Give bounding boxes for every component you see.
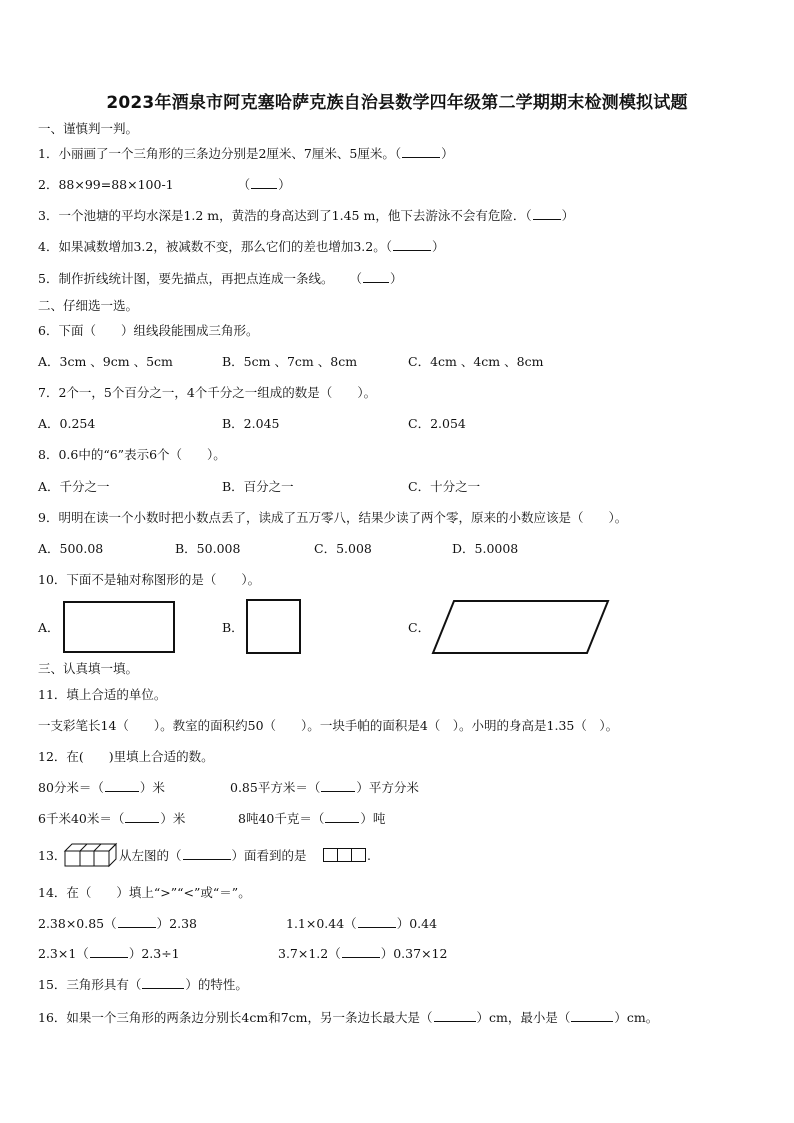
item-text: ）0.44 bbox=[396, 916, 438, 931]
item-text: 2.3×1（ bbox=[38, 946, 89, 961]
option-a[interactable]: A．0.254 bbox=[38, 416, 96, 431]
option-d[interactable]: D．5.0008 bbox=[452, 541, 519, 556]
question-14-c bbox=[38, 946, 180, 962]
question-14-a bbox=[38, 916, 197, 932]
question-4 bbox=[38, 239, 444, 255]
question-1 bbox=[38, 146, 454, 162]
answer-blank[interactable] bbox=[321, 780, 355, 792]
answer-blank[interactable] bbox=[363, 271, 389, 283]
paren-close: ） bbox=[278, 177, 291, 192]
item-text: ）cm。 bbox=[614, 1010, 659, 1025]
answer-blank[interactable] bbox=[358, 916, 396, 928]
question-12-b bbox=[230, 780, 419, 796]
question-6: 6．下面（ ）组线段能围成三角形。 bbox=[38, 323, 259, 338]
item-text: ）米 bbox=[160, 811, 186, 826]
paren-open: （ bbox=[237, 177, 251, 192]
question-9: 9．明明在读一个小数时把小数点丢了，读成了五万零八，结果少读了两个零，原来的小数应该是（ ）。 bbox=[38, 510, 628, 525]
three-squares-figure bbox=[323, 848, 367, 863]
question-15 bbox=[38, 977, 248, 993]
question-14: 14．在（ ）填上“>”“<”或“＝”。 bbox=[38, 885, 251, 900]
option-a[interactable]: A．3cm 、9cm 、5cm bbox=[38, 354, 173, 369]
question-text: 3．一个池塘的平均水深是1.2 m，黄浩的身高达到了1.45 m，他下去游泳不会有危险．（ bbox=[38, 208, 532, 223]
item-text: ）2.3÷1 bbox=[128, 946, 180, 961]
answer-blank[interactable] bbox=[571, 1010, 613, 1022]
item-text: ）2.38 bbox=[156, 916, 197, 931]
question-12-c bbox=[38, 811, 185, 827]
answer-blank[interactable] bbox=[251, 177, 277, 189]
question-text: 4．如果减数增加3.2，被减数不变，那么它们的差也增加3.2。（ bbox=[38, 239, 392, 254]
section-heading-1: 一、谨慎判一判。 bbox=[38, 121, 139, 136]
question-16 bbox=[38, 1010, 658, 1026]
question-13-end: . bbox=[367, 848, 371, 863]
option-b[interactable]: B．50.008 bbox=[175, 541, 241, 556]
parallelogram-figure bbox=[432, 600, 610, 656]
answer-blank[interactable] bbox=[434, 1010, 476, 1022]
question-10: 10．下面不是轴对称图形的是（ ）。 bbox=[38, 572, 261, 587]
question-12-d bbox=[238, 811, 385, 827]
item-text: 80分米＝（ bbox=[38, 780, 104, 795]
option-c[interactable]: C．十分之一 bbox=[408, 479, 481, 494]
answer-blank[interactable] bbox=[533, 208, 561, 220]
question-14-d bbox=[278, 946, 447, 962]
option-b[interactable]: B．2.045 bbox=[222, 416, 280, 431]
item-text: ）吨 bbox=[360, 811, 386, 826]
item-text: 从左图的（ bbox=[119, 848, 182, 863]
option-a[interactable]: A．500.08 bbox=[38, 541, 104, 556]
answer-blank[interactable] bbox=[393, 239, 431, 251]
option-c[interactable]: C． bbox=[408, 620, 431, 635]
paren-close: ） bbox=[431, 239, 445, 254]
item-text: ）面看到的是 bbox=[231, 848, 307, 863]
cube-stack-figure bbox=[64, 843, 120, 867]
question-text: 1．小丽画了一个三角形的三条边分别是2厘米、7厘米、5厘米。（ bbox=[38, 146, 402, 161]
square-figure bbox=[246, 599, 302, 655]
item-text: 8吨40千克＝（ bbox=[238, 811, 325, 826]
item-text: 16．如果一个三角形的两条边分别长4cm和7cm，另一条边长最大是（ bbox=[38, 1010, 433, 1025]
paren-close: ） bbox=[441, 146, 454, 161]
item-text: 1.1×0.44（ bbox=[286, 916, 357, 931]
item-text: 3.7×1.2（ bbox=[278, 946, 341, 961]
answer-blank[interactable] bbox=[90, 946, 128, 958]
question-3 bbox=[38, 208, 574, 224]
question-5 bbox=[38, 271, 403, 287]
option-b[interactable]: B．百分之一 bbox=[222, 479, 294, 494]
answer-blank[interactable] bbox=[125, 811, 159, 823]
item-text: 2.38×0.85（ bbox=[38, 916, 117, 931]
question-text: 5．制作折线统计图，要先描点，再把点连成一条线。 bbox=[38, 271, 334, 286]
page-title: 2023年酒泉市阿克塞哈萨克族自治县数学四年级第二学期期末检测模拟试题 bbox=[106, 93, 688, 113]
paren-open: （ bbox=[349, 271, 362, 286]
question-14-b bbox=[286, 916, 437, 932]
question-2 bbox=[38, 177, 291, 193]
question-8: 8．0.6中的“6”表示6个（ ）。 bbox=[38, 447, 226, 462]
question-12: 12．在( )里填上合适的数。 bbox=[38, 749, 214, 764]
option-a[interactable]: A．千分之一 bbox=[38, 479, 110, 494]
option-c[interactable]: C．2.054 bbox=[408, 416, 466, 431]
question-13-number: 13． bbox=[38, 848, 67, 863]
rectangle-figure bbox=[63, 601, 175, 653]
option-b[interactable]: B． bbox=[222, 620, 244, 635]
answer-blank[interactable] bbox=[118, 916, 156, 928]
answer-blank[interactable] bbox=[105, 780, 139, 792]
section-heading-3: 三、认真填一填。 bbox=[38, 661, 139, 676]
item-text: 15．三角形具有（ bbox=[38, 977, 142, 992]
answer-blank[interactable] bbox=[402, 146, 440, 158]
paren-close: ） bbox=[389, 271, 403, 286]
item-text: 6千米40米＝（ bbox=[38, 811, 125, 826]
item-text: 0.85平方米＝（ bbox=[230, 780, 321, 795]
option-c[interactable]: C．5.008 bbox=[314, 541, 372, 556]
paren-close: ） bbox=[561, 208, 575, 223]
answer-blank[interactable] bbox=[183, 848, 231, 860]
item-text: ）0.37×12 bbox=[380, 946, 448, 961]
option-a[interactable]: A． bbox=[38, 620, 60, 635]
item-text: ）cm，最小是（ bbox=[476, 1010, 571, 1025]
section-heading-2: 二、仔细选一选。 bbox=[38, 298, 139, 313]
question-12-a bbox=[38, 780, 165, 796]
item-text: ）米 bbox=[139, 780, 165, 795]
option-b[interactable]: B．5cm 、7cm 、8cm bbox=[222, 354, 358, 369]
item-text: ）的特性。 bbox=[185, 977, 248, 992]
question-13 bbox=[119, 848, 307, 864]
question-11: 11．填上合适的单位。 bbox=[38, 687, 167, 702]
question-11-line: 一支彩笔长14（ ）。教室的面积约50（ ）。一块手帕的面积是4（ ）。小明的身高是1.35（ ）。 bbox=[38, 718, 619, 733]
item-text: ）平方分米 bbox=[356, 780, 419, 795]
question-7: 7．2个一，5个百分之一，4个千分之一组成的数是（ ）。 bbox=[38, 385, 377, 400]
question-text: 2．88×99=88×100-1 bbox=[38, 177, 174, 192]
answer-blank[interactable] bbox=[142, 977, 184, 989]
answer-blank[interactable] bbox=[342, 946, 380, 958]
option-c[interactable]: C．4cm 、4cm 、8cm bbox=[408, 354, 544, 369]
answer-blank[interactable] bbox=[325, 811, 359, 823]
